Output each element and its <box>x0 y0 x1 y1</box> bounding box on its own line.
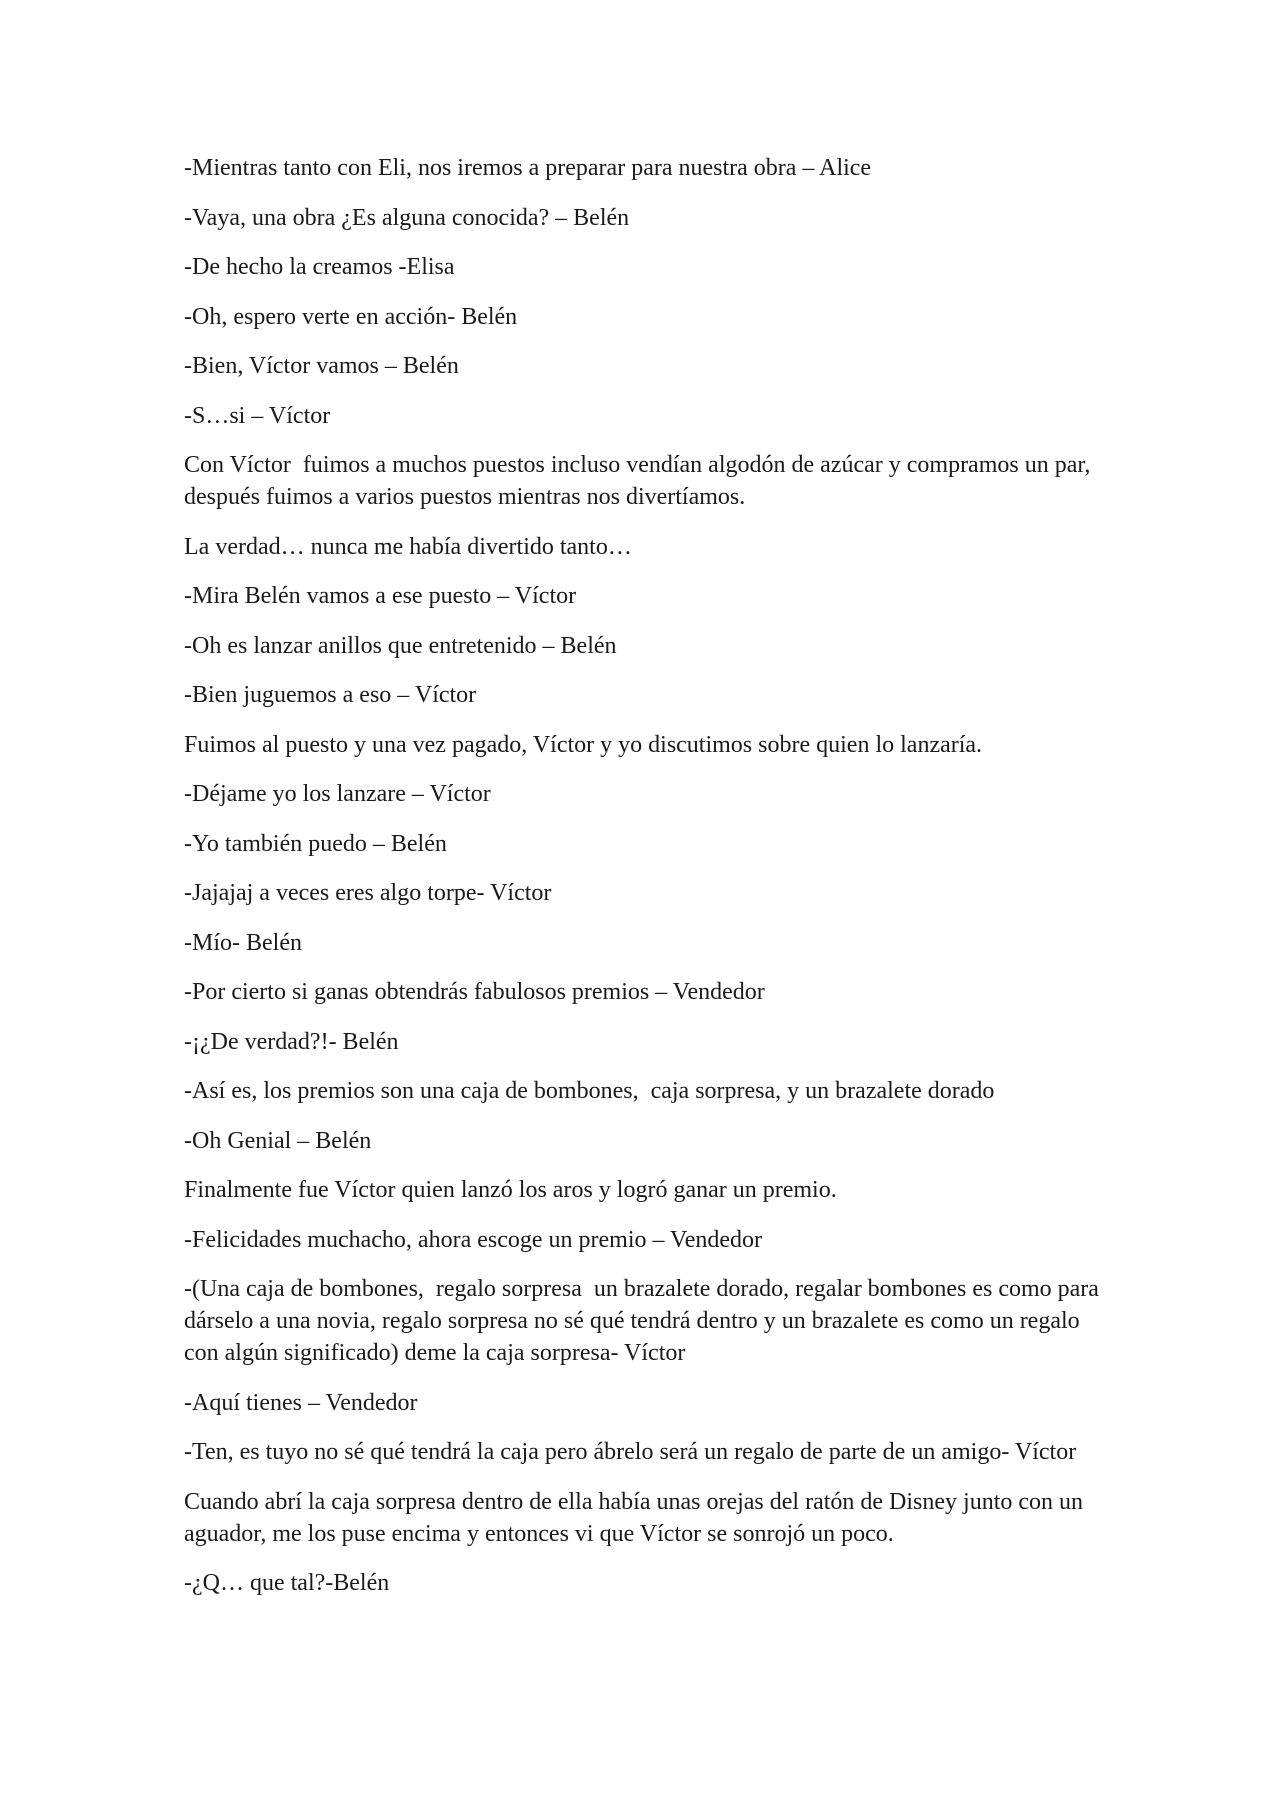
paragraph: -Déjame yo los lanzare – Víctor <box>184 781 491 807</box>
paragraph: -¡¿De verdad?!- Belén <box>184 1028 399 1055</box>
paragraph: Con Víctor fuimos a muchos puestos incluso vendían algodón de azúcar y compramos un par, después fuimos a varios puestos mientras nos divertíamos. <box>184 452 1097 510</box>
paragraph: -De hecho la creamos -Elisa <box>184 254 455 280</box>
paragraph: -Oh, espero verte en acción- Belén <box>184 303 518 330</box>
paragraph: -Por cierto si ganas obtendrás fabulosos premios – Vendedor <box>184 979 765 1005</box>
paragraph: -Mío- Belén <box>184 929 302 956</box>
paragraph: Fuimos al puesto y una vez pagado, Víctor y yo discutimos sobre quien lo lanzaría. <box>184 731 983 758</box>
paragraph: -Así es, los premios son una caja de bombones, caja sorpresa, y un brazalete dorado <box>184 1078 995 1104</box>
paragraph: -Oh Genial – Belén <box>184 1127 372 1154</box>
paragraph: -¿Q… que tal?-Belén <box>184 1570 390 1596</box>
paragraph: -Vaya, una obra ¿Es alguna conocida? – Belén <box>184 204 630 231</box>
paragraph: -Jajajaj a veces eres algo torpe- Víctor <box>184 880 552 906</box>
paragraph: -Felicidades muchacho, ahora escoge un premio – Vendedor <box>184 1226 763 1253</box>
paragraph: -Bien, Víctor vamos – Belén <box>184 353 459 379</box>
paragraph: Cuando abrí la caja sorpresa dentro de ella había unas orejas del ratón de Disney junto con un aguador, me los puse encima y entonces vi que Víctor se sonrojó un poco. <box>184 1488 1090 1547</box>
paragraph: La verdad… nunca me había divertido tanto… <box>184 533 632 560</box>
paragraph: -Ten, es tuyo no sé qué tendrá la caja pero ábrelo será un regalo de parte de un amigo- Víctor <box>184 1439 1077 1465</box>
paragraph: -Oh es lanzar anillos que entretenido – Belén <box>184 632 617 659</box>
paragraph: -Bien juguemos a eso – Víctor <box>184 682 477 708</box>
paragraph: -(Una caja de bombones, regalo sorpresa un brazalete dorado, regalar bombones es como para dárselo a una novia, regalo sorpresa no sé qué tendrá dentro y un brazalete es como un regalo con algún significado) deme la caja sorpresa- Víctor <box>184 1276 1105 1366</box>
paragraph: -S…si – Víctor <box>184 402 331 429</box>
paragraph: Finalmente fue Víctor quien lanzó los aros y logró ganar un premio. <box>184 1177 837 1203</box>
paragraph: -Mientras tanto con Eli, nos iremos a preparar para nuestra obra – Alice <box>184 155 872 181</box>
paragraph: -Aquí tienes – Vendedor <box>184 1389 418 1416</box>
document-body <box>184 152 1104 1617</box>
paragraph: -Yo también puedo – Belén <box>184 830 447 857</box>
paragraph: -Mira Belén vamos a ese puesto – Víctor <box>184 583 577 609</box>
